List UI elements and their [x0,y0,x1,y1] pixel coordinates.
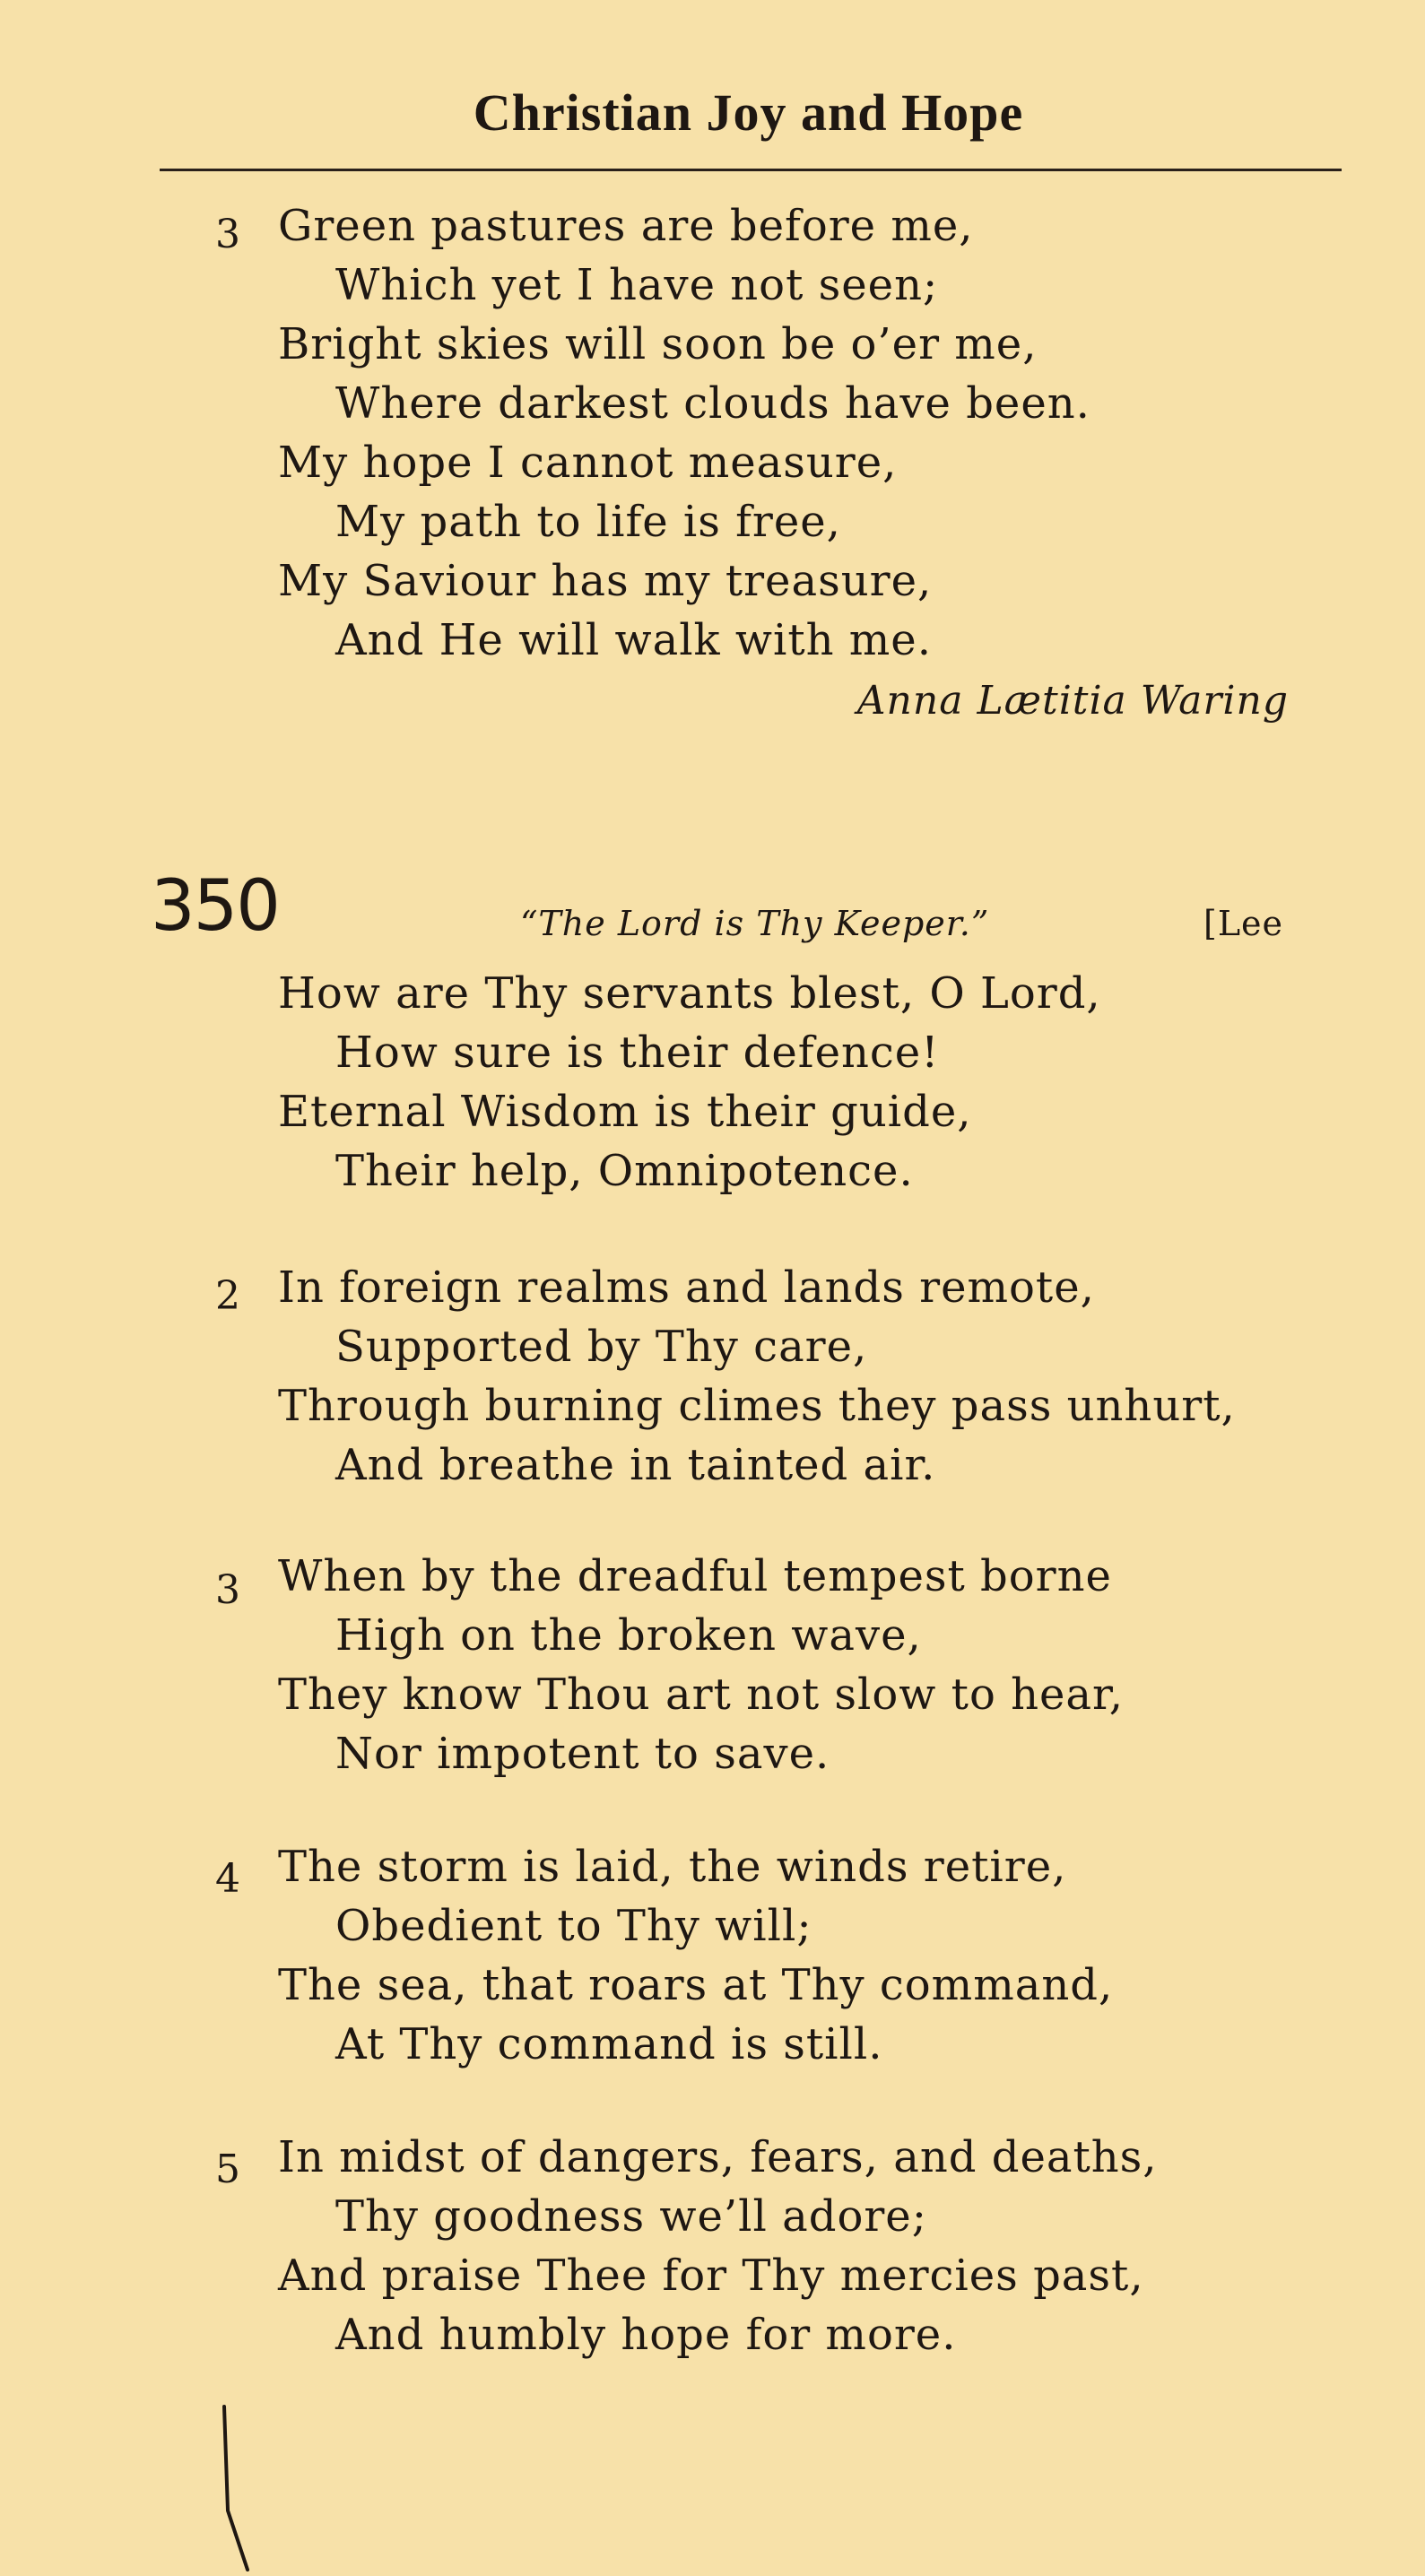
verse-line: My Saviour has my treasure, [278,556,933,606]
verse-number: 4 [215,1856,240,1902]
verse-line: They know Thou art not slow to hear, [278,1670,1124,1720]
verse-line: In midst of dangers, fears, and deaths, [278,2132,1158,2182]
verse-number: 5 [215,2147,240,2192]
verse-line: Nor impotent to save. [335,1729,830,1779]
verse-line: Green pastures are before me, [278,201,974,251]
verse-line: Supported by Thy care, [335,1322,868,1372]
verse-line: The storm is laid, the winds retire, [278,1842,1067,1892]
verse-line: The sea, that roars at Thy command, [278,1960,1114,2010]
verse-line: And He will walk with me. [335,615,932,665]
verse-line: Their help, Omnipotence. [335,1146,914,1196]
verse-line: At Thy command is still. [335,2019,883,2069]
verse-line: Through burning climes they pass unhurt, [278,1381,1236,1431]
verse-line: Obedient to Thy will; [335,1901,812,1951]
margin-stroke-mark [215,2403,269,2573]
verse-line: My hope I cannot measure, [278,438,898,488]
verse-line: High on the broken wave, [335,1610,922,1661]
verse-line: In foreign realms and lands remote, [278,1262,1095,1313]
verse-line: And breathe in tainted air. [335,1440,936,1490]
verse-number: 2 [215,1273,240,1319]
verse-line: How sure is their defence! [335,1028,940,1078]
verse-line: And humbly hope for more. [335,2310,957,2360]
verse-number: 3 [215,212,240,257]
verse-line: And praise Thee for Thy mercies past, [278,2251,1144,2301]
header-rule [160,169,1342,171]
verse-line: Thy goodness we’ll adore; [335,2191,927,2242]
hymn-title: “The Lord is Thy Keeper.” [520,904,990,943]
tune-name: [Lee [1203,904,1284,943]
verse-line: Where darkest clouds have been. [335,378,1090,429]
verse-number: 3 [215,1567,240,1613]
author-attribution: Anna Lætitia Waring [856,678,1289,724]
running-title: Christian Joy and Hope [473,83,1024,142]
hymn-number: 350 [151,866,279,947]
verse-line: Which yet I have not seen; [335,260,939,310]
verse-line: When by the dreadful tempest borne [278,1551,1112,1601]
verse-line: Bright skies will soon be o’er me, [278,319,1038,369]
verse-line: My path to life is free, [335,497,841,547]
verse-line: Eternal Wisdom is their guide, [278,1087,972,1137]
verse-line: How are Thy servants blest, O Lord, [278,968,1101,1019]
